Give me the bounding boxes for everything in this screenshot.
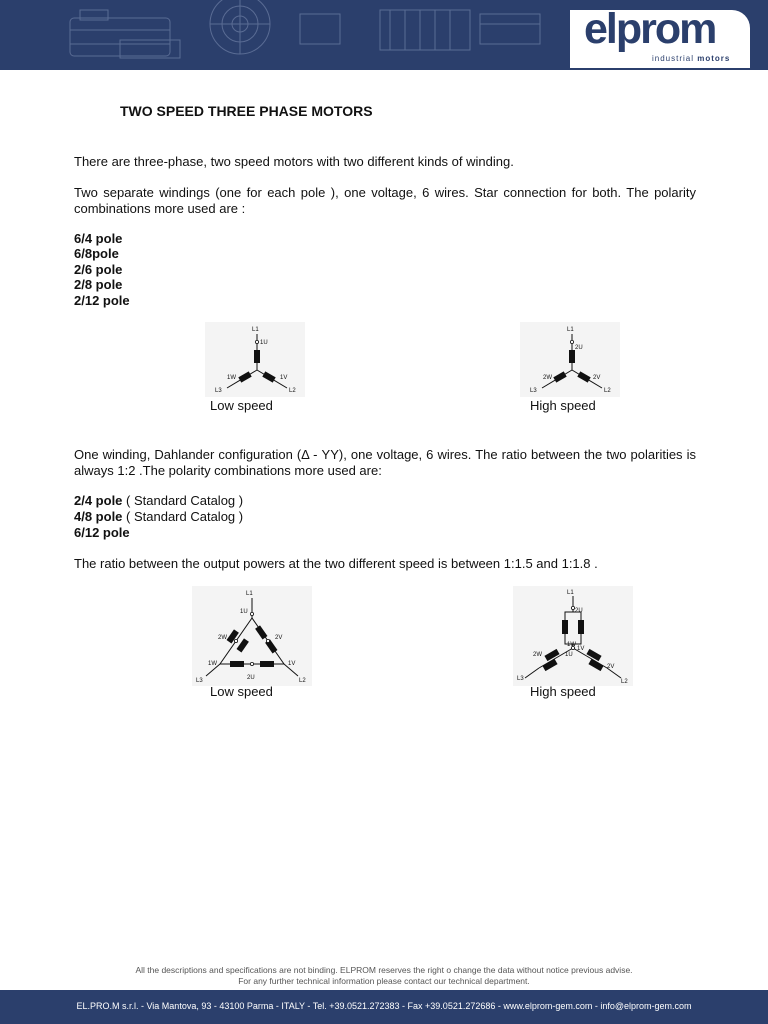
list-item: 2/6 pole <box>74 261 123 277</box>
page-title: TWO SPEED THREE PHASE MOTORS <box>120 103 373 119</box>
double-star-high-speed-diagram <box>513 586 633 686</box>
delta-low-speed-caption: Low speed <box>210 684 273 699</box>
brand-logo: elprom <box>584 5 716 53</box>
intro-paragraph: There are three-phase, two speed motors with two different kinds of winding. <box>74 154 514 169</box>
svg-text:2W: 2W <box>218 635 227 641</box>
list-item: 6/12 pole <box>74 525 130 540</box>
svg-text:L2: L2 <box>299 678 306 684</box>
list-item: 2/8 pole <box>74 277 123 293</box>
dahlander-paragraph: One winding, Dahlander configuration (Δ - YY), one voltage, 6 wires. The ratio between the two polarities is always 1:2 .The polarity combinations more used are: <box>74 447 696 478</box>
disclaimer <box>0 965 768 987</box>
svg-text:L3: L3 <box>215 388 222 394</box>
svg-text:1U: 1U <box>565 652 573 658</box>
disclaimer-line-2: For any further technical information please contact our technical department. <box>238 976 530 986</box>
separate-windings-paragraph: Two separate windings (one for each pole ), one voltage, 6 wires. Star connection for both. The polarity combinations more used are : <box>74 185 696 216</box>
star-high-speed-diagram <box>520 322 620 397</box>
brand-tagline: industrial motors <box>652 54 731 63</box>
star-low-speed-diagram <box>205 322 305 397</box>
svg-text:L3: L3 <box>196 678 203 684</box>
footer-bar <box>0 990 768 1024</box>
delta-low-speed-diagram <box>192 586 312 686</box>
svg-text:1V: 1V <box>577 646 585 652</box>
svg-text:L1: L1 <box>567 590 574 596</box>
separate-windings-pole-list <box>74 231 130 308</box>
svg-text:L2: L2 <box>289 388 296 394</box>
svg-text:L1: L1 <box>252 327 259 333</box>
power-ratio-paragraph: The ratio between the output powers at the two different speed is between 1:1.5 and 1:1.8 . <box>74 556 598 571</box>
svg-text:1V: 1V <box>288 661 296 667</box>
svg-text:1W: 1W <box>227 375 236 381</box>
star-low-speed-caption: Low speed <box>210 398 273 413</box>
double-star-high-speed-caption: High speed <box>530 684 596 699</box>
list-item: 6/8pole <box>74 246 119 262</box>
svg-text:1U: 1U <box>260 340 268 346</box>
svg-text:2V: 2V <box>275 635 283 641</box>
svg-text:2V: 2V <box>607 664 615 670</box>
svg-text:2U: 2U <box>247 675 255 681</box>
svg-text:2U: 2U <box>575 345 583 351</box>
svg-text:1V: 1V <box>280 375 288 381</box>
list-item: 6/4 pole <box>74 231 123 246</box>
svg-text:2U: 2U <box>575 608 583 614</box>
svg-text:L3: L3 <box>530 388 537 394</box>
motor-drawings-graphic <box>0 0 560 70</box>
svg-text:2W: 2W <box>533 652 542 658</box>
header-banner <box>0 0 768 70</box>
svg-text:L3: L3 <box>517 676 524 682</box>
svg-text:1W: 1W <box>567 642 576 648</box>
svg-text:1U: 1U <box>240 609 248 615</box>
list-item: 4/8 pole ( Standard Catalog ) <box>74 509 244 524</box>
list-item: 2/12 pole <box>74 292 130 308</box>
svg-text:2W: 2W <box>543 375 552 381</box>
dahlander-pole-list <box>74 493 243 541</box>
svg-text:2V: 2V <box>593 375 601 381</box>
svg-text:1W: 1W <box>208 661 217 667</box>
disclaimer-line-1: All the descriptions and specifications are not binding. ELPROM reserves the right o change the data without notice previous advise. <box>135 965 633 975</box>
star-high-speed-caption: High speed <box>530 398 596 413</box>
svg-text:L2: L2 <box>604 388 611 394</box>
svg-text:L1: L1 <box>246 591 253 597</box>
svg-text:L1: L1 <box>567 327 574 333</box>
list-item: 2/4 pole ( Standard Catalog ) <box>74 493 244 508</box>
svg-text:L2: L2 <box>621 679 628 685</box>
company-contact: EL.PRO.M s.r.l. - Via Mantova, 93 - 43100 Parma - ITALY - Tel. +39.0521.272383 - Fax +39.0521.272686 - www.elprom-gem.com - info@elprom-gem.com <box>76 1001 692 1011</box>
